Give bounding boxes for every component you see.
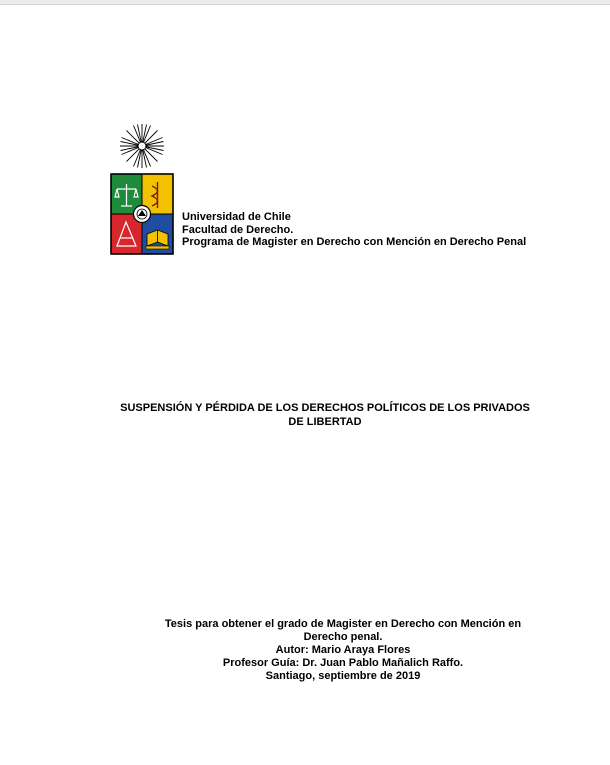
institution-block [182,211,526,249]
thesis-title [110,402,540,429]
place-date-line: Santiago, septiembre de 2019 [265,670,421,682]
degree-purpose-line-2: Derecho penal. [303,631,383,643]
shield-icon [111,174,173,254]
university-name: Universidad de Chile [182,211,291,223]
faculty-name: Facultad de Derecho. [182,223,294,236]
thesis-title-line-1: SUSPENSIÓN Y PÉRDIDA DE LOS DERECHOS POLÍTICOS DE LOS PRIVADOS [120,402,530,414]
degree-purpose-line-1: Tesis para obtener el grado de Magister en Derecho con Mención en [164,618,522,630]
page-top-border [0,0,610,5]
program-name: Programa de Magister en Derecho con Mención en Derecho Penal [182,236,527,249]
thesis-title-line-2: DE LIBERTAD [288,415,362,428]
author-line: Autor: Mario Araya Flores [275,644,411,656]
universidad-de-chile-coat-of-arms-icon [108,122,176,258]
thesis-details [148,618,538,683]
advisor-line: Profesor Guía: Dr. Juan Pablo Mañalich Raffo. [222,657,464,669]
